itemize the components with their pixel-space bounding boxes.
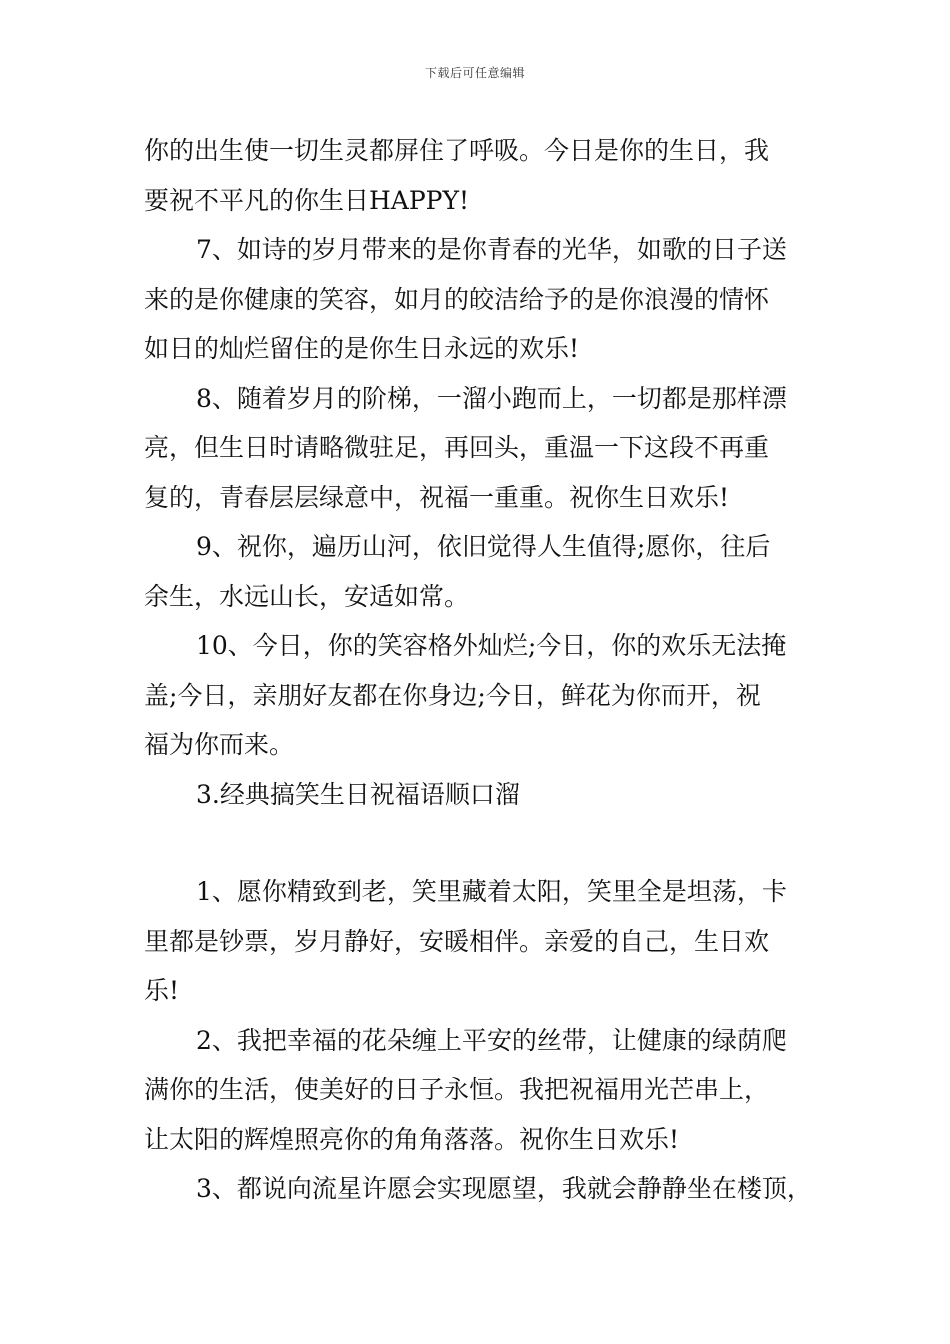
text-line: 9、祝你，遍历山河，依旧觉得人生值得;愿你，往后: [196, 532, 771, 561]
text-line: 让太阳的辉煌照亮你的角角落落。祝你生日欢乐!: [144, 1124, 680, 1154]
paragraph-item-8: [144, 374, 820, 523]
text-line: 8、随着岁月的阶梯，一溜小跑而上，一切都是那样漂: [196, 383, 787, 413]
text-line: 要祝不平凡的你生日HAPPY!: [144, 185, 470, 215]
text-line: 福为你而来。: [144, 730, 295, 759]
paragraph-continuation: [144, 126, 820, 225]
blank-spacer: [144, 819, 820, 867]
text-line: 盖;今日，亲朋好友都在你身边;今日，鲜花为你而开，祝: [144, 680, 761, 710]
text-line: 里都是钞票，岁月静好，安暖相伴。亲爱的自己，生日欢: [144, 926, 770, 956]
paragraph-item-7: [144, 225, 820, 374]
text-line: 如日的灿烂留住的是你生日永远的欢乐!: [144, 334, 580, 363]
paragraph-item-1: [144, 867, 820, 1016]
text-line: 复的，青春层层绿意中，祝福一重重。祝你生日欢乐!: [144, 482, 730, 512]
document-body: [144, 126, 820, 1214]
text-line: 7、如诗的岁月带来的是你青春的光华，如歌的日子送: [196, 235, 787, 264]
text-line: 3、都说向流星许愿会实现愿望，我就会静静坐在楼顶，: [196, 1174, 812, 1203]
text-line: 来的是你健康的笑容，如月的皎洁给予的是你浪漫的情怀: [144, 284, 770, 314]
text-line: 2、我把幸福的花朵缠上平安的丝带，让健康的绿荫爬: [196, 1025, 787, 1055]
section-title: 3.经典搞笑生日祝福语顺口溜: [196, 779, 520, 809]
text-line: 10、今日，你的笑容格外灿烂;今日，你的欢乐无法掩: [196, 631, 787, 660]
page-header: 下载后可任意编辑: [424, 66, 525, 80]
text-line: 乐!: [144, 976, 180, 1005]
text-line: 亮，但生日时请略微驻足，再回头，重温一下这段不再重: [144, 433, 770, 462]
paragraph-item-3: [144, 1164, 820, 1214]
section-heading: [144, 770, 820, 820]
paragraph-item-10: [144, 621, 820, 770]
text-line: 满你的生活，使美好的日子永恒。我把祝福用光芒串上，: [144, 1075, 770, 1104]
text-line: 1、愿你精致到老，笑里藏着太阳，笑里全是坦荡，卡: [196, 877, 787, 906]
text-line: 你的出生使一切生灵都屏住了呼吸。今日是你的生日，我: [144, 136, 770, 165]
paragraph-item-2: [144, 1016, 820, 1165]
text-line: 余生，水远山长，安适如常。: [144, 581, 470, 611]
paragraph-item-9: [144, 522, 820, 621]
